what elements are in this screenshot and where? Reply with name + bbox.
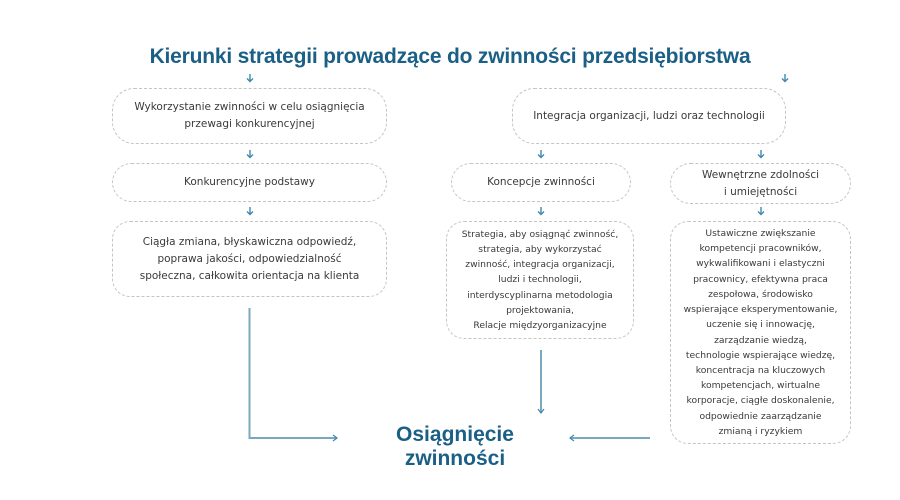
box-agility-concepts-text: Koncepcje zwinności [487, 176, 595, 188]
arrow-down-icon [758, 150, 764, 158]
box-integration-text: Integracja organizacji, ludzi oraz technologii [533, 109, 765, 122]
arrow-down-icon [247, 74, 253, 82]
box-competitive-details-text: Ciągła zmiana, błyskawiczna odpowiedź, poprawa jakości, odpowiedzialność społeczna, całkowita orientacja na klienta [139, 235, 360, 282]
outcome-label: Osiągnięcie zwinności [396, 423, 514, 470]
connector-left [250, 308, 338, 438]
box-internal-capabilities-text: Wewnętrzne zdolności i umiejętności [701, 168, 820, 198]
arrow-down-icon [247, 207, 253, 215]
diagram-title: Kierunki strategii prowadzące do zwinności przedsiębiorstwa [149, 45, 751, 68]
arrow-down-icon [538, 207, 544, 215]
box-competitive-basis-text: Konkurencyjne podstawy [184, 176, 315, 188]
arrow-down-icon [782, 74, 788, 82]
arrow-down-icon [247, 150, 253, 158]
arrow-down-icon [758, 207, 764, 215]
box-internal-capabilities-details-text: Ustawiczne zwiększanie kompetencji pracowników, wykwalifikowani i elastyczni pracownicy, efektywna praca zespołowa, środowisko wspierające eksperymentowanie, uczenie się i innowację, zarządzanie wiedzą, technologie wspierające wiedzę, koncentracja na kluczowych kompetencjach, wirtualne korporacje, ciągłe doskonalenie, odpowiednie zaarządzanie zmianą i ryzykiem [683, 228, 838, 437]
box-agility-concepts-details-text: Strategia, aby osiągnąć zwinność, strategia, aby wykorzystać zwinność, integracja organizacji, ludzi i technologii, interdyscyplinarna metodologia projektowania, Relacje międzyorganizacyjne [461, 228, 619, 331]
arrow-down-icon [538, 150, 544, 158]
box-competitive-advantage-text: Wykorzystanie zwinności w celu osiągnięcia przewagi konkurencyjnej [134, 101, 365, 130]
